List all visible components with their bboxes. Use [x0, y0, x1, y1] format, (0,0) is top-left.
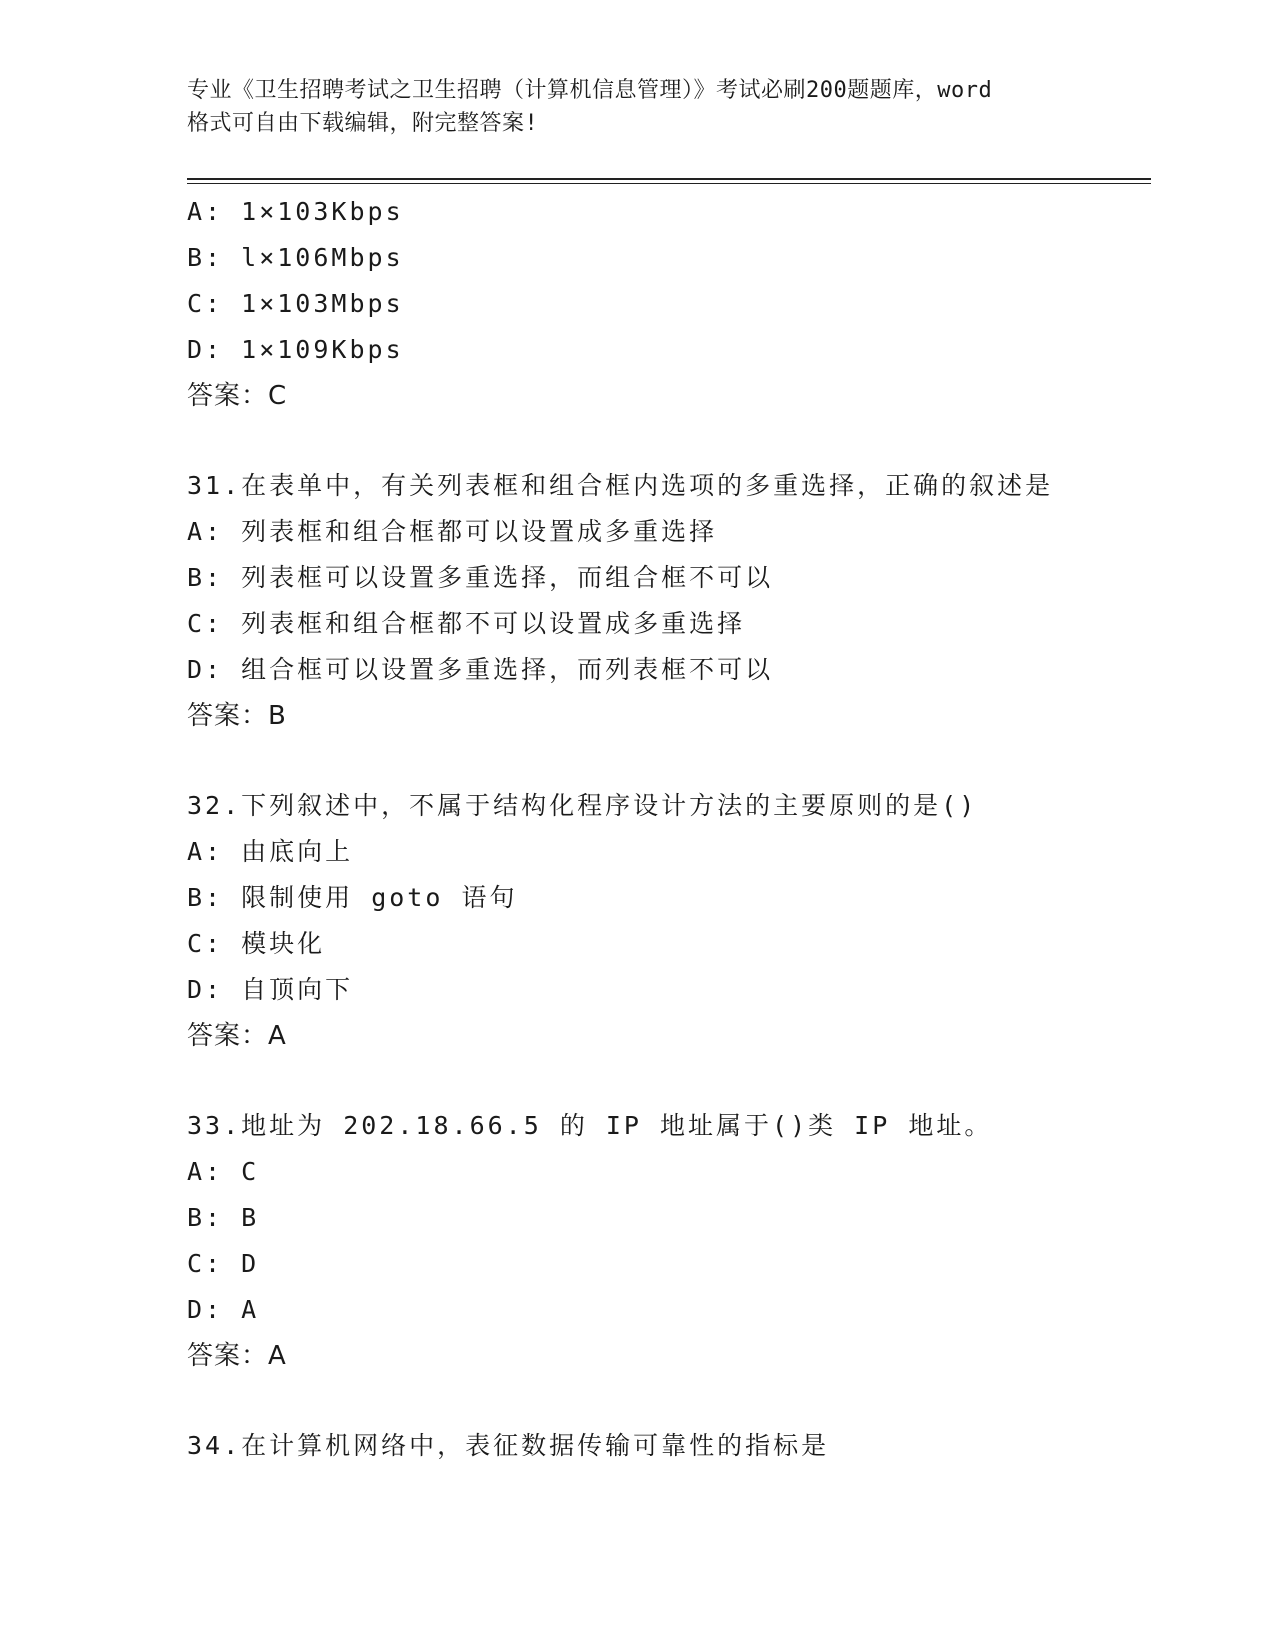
option-a: A: 由底向上: [187, 837, 354, 866]
answer: 答案：B: [187, 701, 287, 731]
option-c: C: 列表框和组合框都不可以设置成多重选择: [187, 609, 746, 638]
option-d: D: 1×109Kbps: [187, 335, 404, 364]
option-a: A: C: [187, 1157, 260, 1186]
option-d: D: 组合框可以设置多重选择，而列表框不可以: [187, 655, 774, 684]
question-31: [187, 463, 1147, 739]
option-c: C: 1×103Mbps: [187, 289, 404, 318]
option-a: A: 1×103Kbps: [187, 197, 404, 226]
question-text: 32.下列叙述中，不属于结构化程序设计方法的主要原则的是(): [187, 791, 978, 820]
header-line-1: 专业《卫生招聘考试之卫生招聘（计算机信息管理）》考试必刷200题题库，word: [187, 78, 993, 103]
option-c: C: D: [187, 1249, 260, 1278]
document-header: [187, 74, 1087, 140]
question-33: [187, 1103, 1147, 1379]
header-divider-thin: [187, 183, 1151, 184]
option-b: B: l×106Mbps: [187, 243, 404, 272]
question-text: 33.地址为 202.18.66.5 的 IP 地址属于()类 IP 地址。: [187, 1111, 993, 1140]
question-list: [187, 189, 1147, 1469]
option-d: D: A: [187, 1295, 260, 1324]
option-b: B: B: [187, 1203, 260, 1232]
question-text: 31.在表单中，有关列表框和组合框内选项的多重选择，正确的叙述是: [187, 471, 1054, 500]
header-line-2: 格式可自由下载编辑，附完整答案!: [187, 111, 539, 136]
option-b: B: 列表框可以设置多重选择，而组合框不可以: [187, 563, 774, 592]
answer: 答案：C: [187, 381, 288, 411]
option-c: C: 模块化: [187, 929, 326, 958]
option-b: B: 限制使用 goto 语句: [187, 883, 518, 912]
option-d: D: 自顶向下: [187, 975, 354, 1004]
option-a: A: 列表框和组合框都可以设置成多重选择: [187, 517, 718, 546]
question-34: [187, 1423, 1147, 1469]
question-text: 34.在计算机网络中，表征数据传输可靠性的指标是: [187, 1431, 830, 1460]
answer: 答案：A: [187, 1341, 287, 1371]
question-30: [187, 189, 1147, 419]
header-divider: [187, 178, 1151, 180]
question-32: [187, 783, 1147, 1059]
answer: 答案：A: [187, 1021, 287, 1051]
